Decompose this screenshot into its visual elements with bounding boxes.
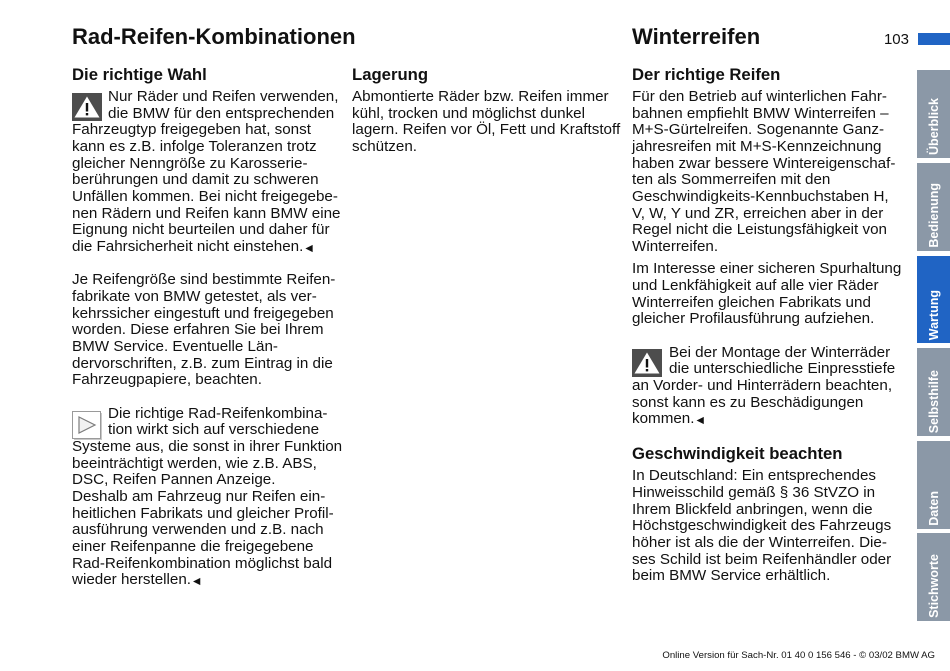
paragraph-lagerung: Abmontierte Räder bzw. Reifen immer kühl, trocken und möglichst dunkel lagern. Reifen vor Öl, Fett und Kraftstoff schützen. [352,88,621,156]
tab-stichworte[interactable] [917,533,950,621]
paragraph-spurhaltung: Im Interesse einer sicheren Spurhaltung und Lenkfähigkeit auf alle vier Räder Winterreifen gleichen Fabrikats und gleicher Profilausführung aufziehen. [632,260,902,328]
column-right [632,65,908,585]
column-middle [352,65,624,156]
heading-der-richtige-reifen: Der richtige Reifen [632,65,781,84]
tab-label: Bedienung [926,183,941,248]
paragraph-hinweisschild: In Deutschland: Ein entsprechendes Hinweisschild gemäß § 36 StVZO in Ihrem Blickfeld anbringen, wenn die Höchstgeschwindigkeit des Fahrzeugs höher ist als die der Winterreifen. Die- ses Schild ist beim Reifenhändler oder beim BMW Service erhältlich. [632,467,892,585]
paragraph-winterreifen: Für den Betrieb auf winterlichen Fahr- bahnen empfiehlt BMW Winterreifen – M+S-Gürtelreifen. Sogenannte Ganz- jahresreifen mit M+S-Kennzeichnung haben zwar bessere Wintereigenschaf- ten als Sommerreifen mit den Geschwindigkeits-Kennbuchstaben H, V, W, Y und ZR, erreichen aber in der Regel nicht die Leistungsfähigkeit von Winterreifen. [632,88,896,256]
tab-selbsthilfe[interactable] [917,348,950,436]
tab-daten[interactable] [917,441,950,529]
end-mark-icon: ◀ [696,415,704,427]
info-lead-text: Die richtige Rad-Reifenkombina- tion wirkt sich auf verschiedene [108,404,328,439]
tab-label: Wartung [926,289,941,340]
heading-die-richtige-wahl: Die richtige Wahl [72,65,207,84]
tab-wartung[interactable] [917,256,950,343]
warning-notice [72,89,344,256]
heading-lagerung: Lagerung [352,65,429,84]
page-number-marker [918,33,950,45]
tab-bedienung[interactable] [917,163,950,251]
tab-label: Stichworte [926,554,941,618]
tab-label: Selbsthilfe [926,369,941,433]
tab-ueberblick[interactable] [917,70,950,158]
warning-notice [632,345,908,428]
warning-triangle-icon [632,349,662,377]
tab-label: Daten [926,491,941,526]
warning-body-text: an Vorder- und Hinterrädern beachten, sonst kann es zu Beschädigungen kommen. ◀ [632,376,893,428]
column-left [72,65,344,589]
end-mark-icon: ◀ [305,243,313,255]
note-arrow-icon [72,411,102,440]
warning-lead-text: Bei der Montage der Winterräder die unterschiedliche Einpresstiefe [669,343,896,378]
warning-triangle-icon [72,93,102,121]
footer-text: Online Version für Sach-Nr. 01 40 0 156 546 - © 03/02 BMW AG [662,650,935,661]
paragraph-reifenfabrikate: Je Reifengröße sind bestimmte Reifen- fabrikate von BMW getestet, als ver- kehrssicher eingestuft und freigegeben worden. Diese erfahren Sie bei Ihrem BMW Service. Eventuelle Län- dervorschriften, z.B. zum Eintrag in die Fahrzeugpapiere, beachten. [72,271,336,389]
warning-body-text: Fahrzeugtyp freigegeben hat, sonst kann es z.B. infolge Toleranzen trotz gleicher Nenngröße zu Karosserie- berührungen und damit zu schweren Unfällen kommen. Bei nicht freigegebe- nen Rädern und Reifen kann BMW eine Eignung nicht beurteilen und daher für die Fahrsicherheit nicht einstehen. ◀ [72,121,341,256]
end-mark-icon: ◀ [193,576,201,588]
section-title: Winterreifen [632,24,761,49]
info-notice [72,406,344,589]
tab-label: Überblick [926,98,941,155]
heading-geschwindigkeit-beachten: Geschwindigkeit beachten [632,444,843,464]
chapter-title: Rad-Reifen-Kombinationen [72,24,356,49]
page-number: 103 [883,31,909,48]
warning-lead-text: Nur Räder und Reifen verwenden, die BMW für den entsprechenden [108,88,339,122]
info-body-text: Systeme aus, die sonst in ihrer Funktion beeinträchtigt werden, wie z.B. ABS, DSC, Reifen Pannen Anzeige. Deshalb am Fahrzeug nur Reifen ein- heitlichen Fabrikats und gleicher Profil- ausführung verwenden und z.B. nach einer Reifenpanne die freigegebene Rad-Reifenkombination möglichst bald wieder herstellen. ◀ [72,438,343,589]
